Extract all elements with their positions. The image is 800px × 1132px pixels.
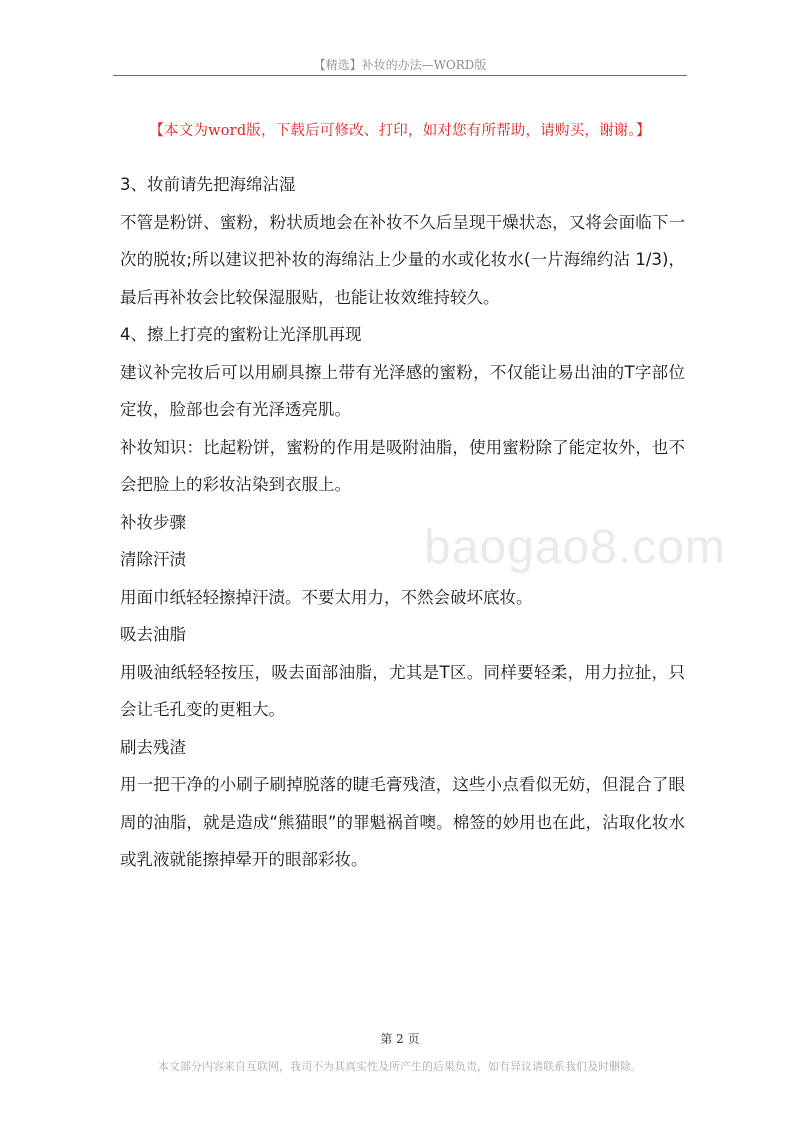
page-footer-disclaimer: 本文部分内容来自互联网，我司不为其真实性及所产生的后果负责，如有异议请联系我们及时删除。	[158, 1060, 642, 1073]
step-heading: 清除汗渍	[120, 550, 186, 569]
download-notice: 【本文为word版，下载后可修改、打印，如对您有所帮助，请购买，谢谢。】	[149, 123, 651, 139]
paragraph: 用面巾纸轻轻擦掉汗渍。不要太用力，不然会破坏底妆。	[120, 587, 533, 607]
paragraph: 用吸油纸轻轻按压，吸去面部油脂，尤其是T区。同样要轻柔，用力拉扯，只会让毛孔变的更粗大。	[120, 662, 685, 719]
document-body	[120, 166, 685, 879]
section-heading-4: 4、擦上打亮的蜜粉让光泽肌再现	[120, 325, 362, 344]
section-heading-steps: 补妆步骤	[120, 512, 186, 532]
paragraph: 补妆知识：比起粉饼，蜜粉的作用是吸附油脂，使用蜜粉除了能定妆外，也不会把脸上的彩妆沾染到衣服上。	[120, 437, 685, 494]
step-heading: 吸去油脂	[120, 625, 186, 644]
step-heading: 刷去残渣	[120, 737, 186, 757]
paragraph: 建议补完妆后可以用刷具擦上带有光泽感的蜜粉，不仅能让易出油的T字部位定妆，脸部也会有光泽透亮肌。	[120, 362, 685, 419]
page-number: 第 2 页	[380, 1032, 420, 1046]
paragraph: 用一把干净的小刷子刷掉脱落的睫毛膏残渣，这些小点看似无妨，但混合了眼周的油脂，就是造成“熊猫眼”的罪魁祸首噢。棉签的妙用也在此，沾取化妆水或乳液就能擦掉晕开的眼部彩妆。	[120, 775, 685, 869]
watermark: baogao8.com	[424, 521, 726, 574]
header-divider	[113, 75, 687, 76]
section-heading-3: 3、妆前请先把海绵沾湿	[120, 175, 296, 194]
paragraph: 不管是粉饼、蜜粉，粉状质地会在补妆不久后呈现干燥状态，又将会面临下一次的脱妆;所以建议把补妆的海绵沾上少量的水或化妆水(一片海绵约沾 1/3)，最后再补妆会比较保湿服贴，也能让妆效维持较久。	[120, 212, 685, 307]
page-header-title: 【精选】补妆的办法—WORD版	[313, 58, 487, 72]
